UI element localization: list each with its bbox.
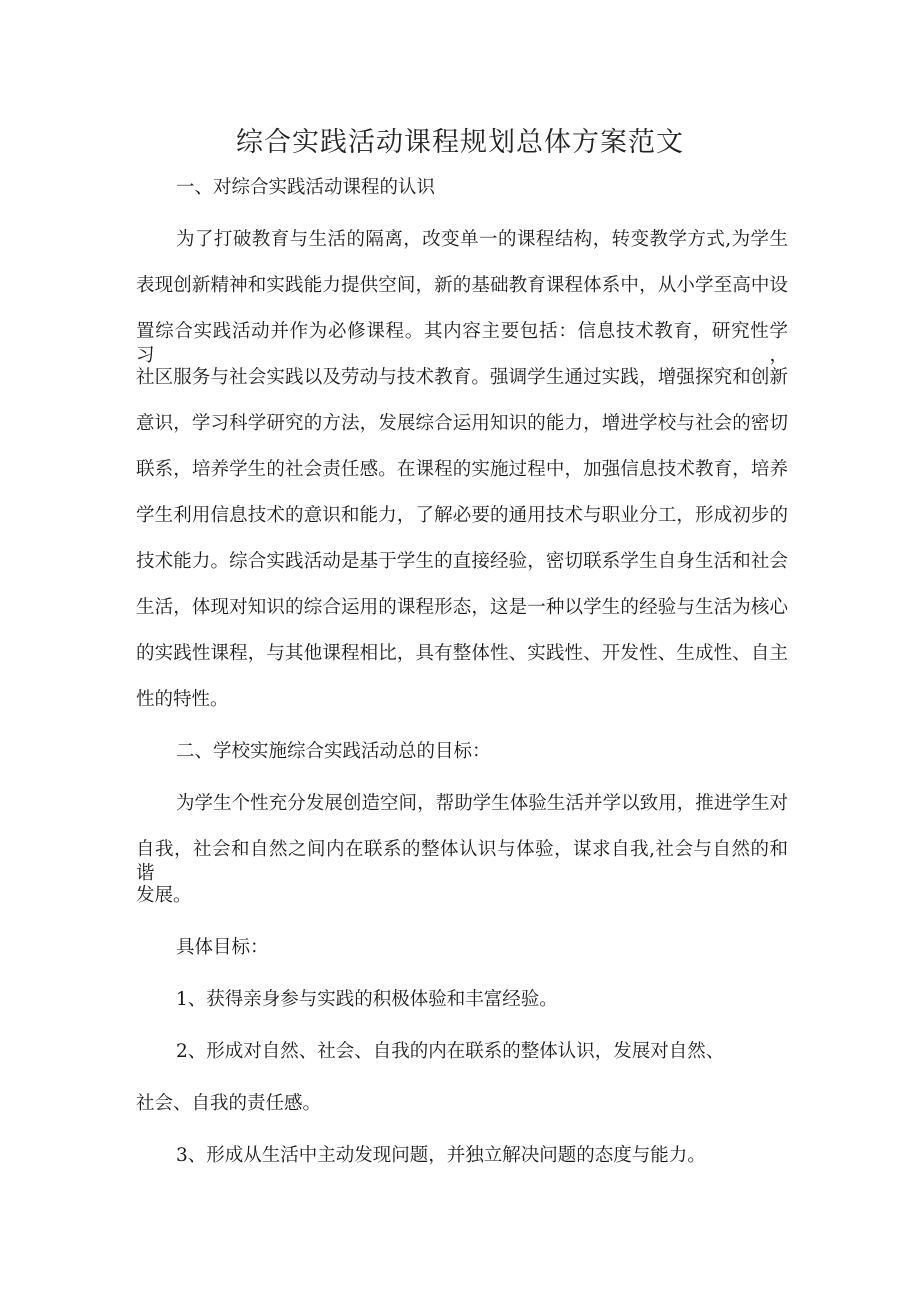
list-item-continuation: 社会、自我的责任感。: [136, 1093, 322, 1114]
paragraph-line: 社区服务与社会实践以及劳动与技术教育。强调学生通过实践，增强探究和创新: [136, 367, 788, 388]
paragraph-line: 置综合实践活动并作为必修课程。其内容主要包括：信息技术教育，研究性学习，: [136, 321, 788, 366]
section-heading-2: 二、学校实施综合实践活动总的目标：: [176, 741, 491, 762]
paragraph-line: 为学生个性充分发展创造空间，帮助学生体验生活并学以致用，推进学生对: [176, 793, 788, 814]
list-item: 1、获得亲身参与实践的积极体验和丰富经验。: [176, 989, 558, 1010]
list-item: 2、形成对自然、社会、自我的内在联系的整体认识，发展对自然、: [176, 1041, 725, 1062]
paragraph-line: 意识，学习科学研究的方法，发展综合运用知识的能力，增进学校与社会的密切: [136, 413, 788, 434]
list-item: 3、形成从生活中主动发现问题，并独立解决问题的态度与能力。: [176, 1145, 706, 1166]
paragraph-line: 的实践性课程，与其他课程相比，具有整体性、实践性、开发性、生成性、自主: [136, 643, 788, 664]
paragraph-line: 表现创新精神和实践能力提供空间，新的基础教育课程体系中，从小学至高中设: [136, 275, 788, 296]
subheading: 具体目标：: [176, 937, 269, 958]
paragraph-line: 性的特性。: [136, 689, 229, 710]
paragraph-line: 为了打破教育与生活的隔离，改变单一的课程结构，转变教学方式,为学生: [176, 229, 788, 250]
section-heading-1: 一、对综合实践活动课程的认识: [176, 177, 436, 198]
paragraph-line: 生活，体现对知识的综合运用的课程形态，这是一种以学生的经验与生活为核心: [136, 597, 788, 618]
document-title: 综合实践活动课程规划总体方案范文: [236, 127, 684, 158]
paragraph-line: 技术能力。综合实践活动是基于学生的直接经验，密切联系学生自身生活和社会: [136, 551, 788, 572]
paragraph-line: 发展。: [136, 885, 192, 906]
paragraph-line: 学生利用信息技术的意识和能力，了解必要的通用技术与职业分工，形成初步的: [136, 505, 788, 526]
paragraph-line: 联系，培养学生的社会责任感。在课程的实施过程中，加强信息技术教育，培养: [136, 459, 788, 480]
paragraph-line: 自我，社会和自然之间内在联系的整体认识与体验，谋求自我,社会与自然的和谐: [136, 839, 788, 884]
